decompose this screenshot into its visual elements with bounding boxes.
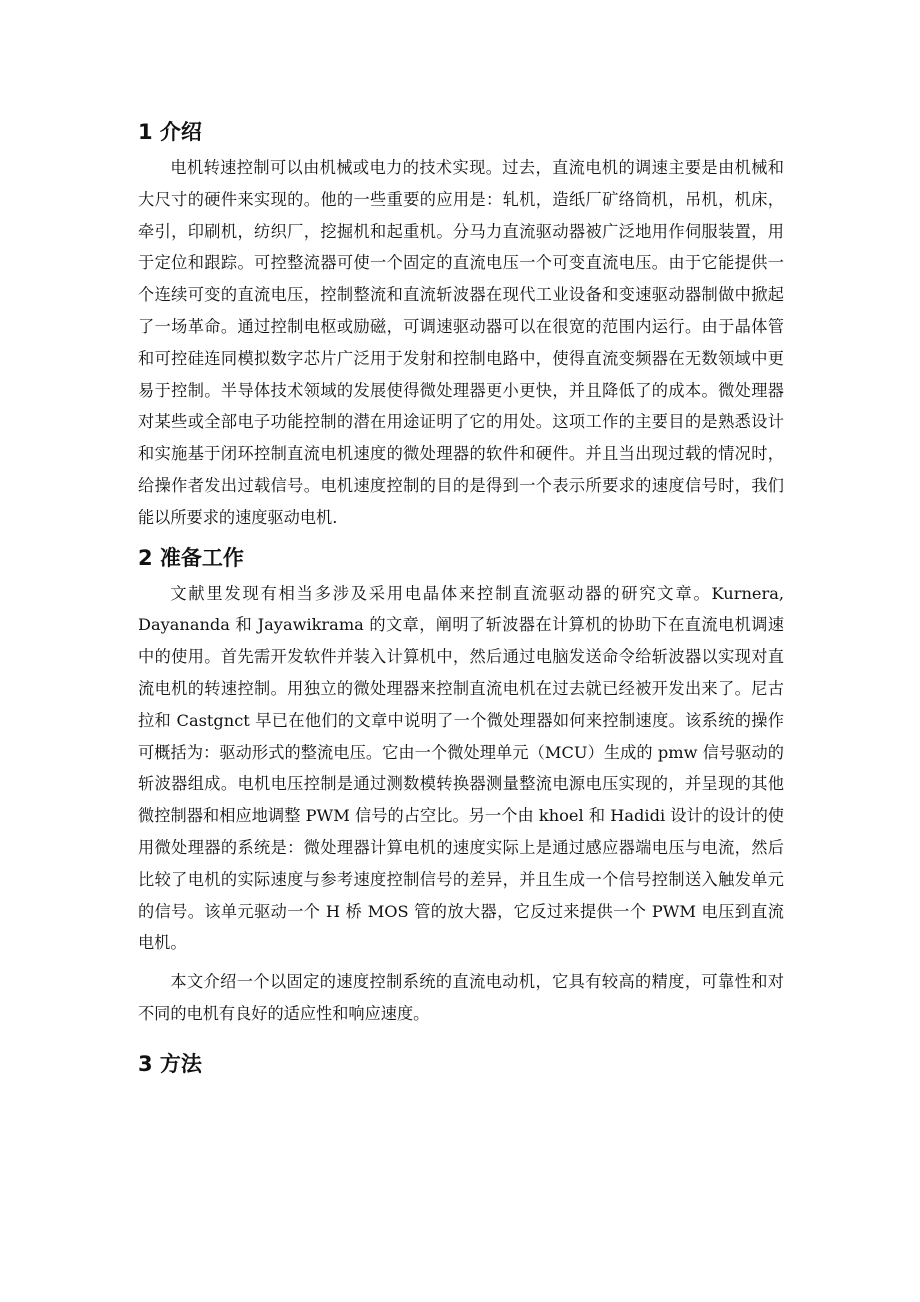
section-heading-intro: 1 介绍 bbox=[138, 120, 202, 144]
section-heading-method: 3 方法 bbox=[138, 1051, 202, 1076]
document-page bbox=[138, 112, 784, 1084]
preparation-paragraph-2: 本文介绍一个以固定的速度控制系统的直流电动机，它具有较高的精度，可靠性和对不同的电机有良好的适应性和响应速度。 bbox=[138, 972, 784, 1023]
section-heading-preparation: 2 准备工作 bbox=[138, 545, 244, 570]
intro-paragraph: 电机转速控制可以由机械或电力的技术实现。过去，直流电机的调速主要是由机械和大尺寸的硬件来实现的。他的一些重要的应用是：轧机，造纸厂矿络筒机，吊机，机床，牵引，印刷机，纺织厂，挖掘机和起重机。分马力直流驱动器被广泛地用作伺服装置，用于定位和跟踪。可控整流器可使一个固定的直流电压一个可变直流电压。由于它能提供一个连续可变的直流电压，控制整流和直流斩波器在现代工业设备和变速驱动器制做中掀起了一场革命。通过控制电枢或励磁，可调速驱动器可以在很宽的范围内运行。由于晶体管和可控硅连同模拟数字芯片广泛用于发射和控制电路中，使得直流变频器在无数领域中更易于控制。半导体技术领域的发展使得微处理器更小更快，并且降低了的成本。微处理器对某些或全部电子功能控制的潜在用途证明了它的用处。这项工作的主要目的是熟悉设计和实施基于闭环控制直流电机速度的微处理器的软件和硬件。并且当出现过载的情况时，给操作者发出过载信号。电机速度控制的目的是得到一个表示所要求的速度信号时，我们能以所要求的速度驱动电机. bbox=[138, 158, 784, 527]
preparation-paragraph-1: 文献里发现有相当多涉及采用电晶体来控制直流驱动器的研究文章。Kurnera, Dayananda 和 Jayawikrama 的文章，阐明了斩波器在计算机的协助下在直流电机调速中的使用。首先需开发软件并装入计算机中，然后通过电脑发送命令给斩波器以实现对直流电机的转速控制。用独立的微处理器来控制直流电机在过去就已经被开发出来了。尼古拉和 Castgnct 早已在他们的文章中说明了一个微处理器如何来控制速度。该系统的操作可概括为：驱动形式的整流电压。它由一个微处理单元（MCU）生成的 pmw 信号驱动的斩波器组成。电机电压控制是通过测数模转换器测量整流电源电压实现的，并呈现的其他微控制器和相应地调整 PWM 信号的占空比。另一个由 khoel 和 Hadidi 设计的设计的使用微处理器的系统是：微处理器计算电机的速度实际上是通过感应器端电压与电流，然后比较了电机的实际速度与参考速度控制信号的差异，并且生成一个信号控制送入触发单元的信号。该单元驱动一个 H 桥 MOS 管的放大器，它反过来提供一个 PWM 电压到直流电机。 bbox=[138, 583, 784, 953]
